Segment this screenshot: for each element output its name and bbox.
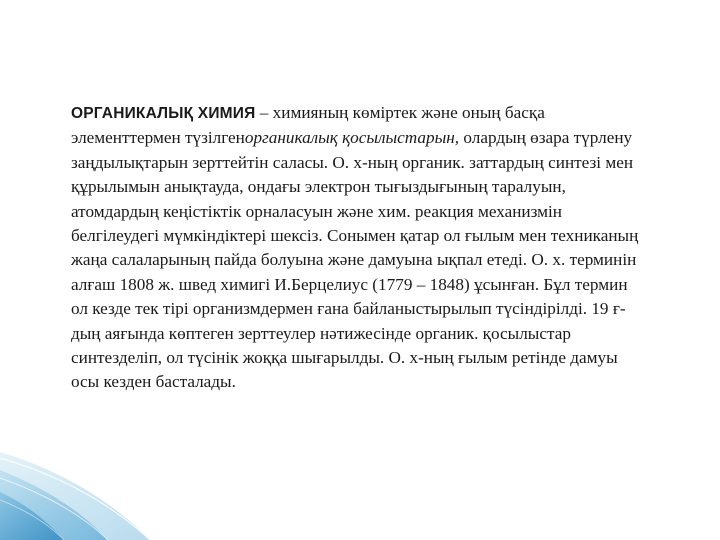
article-paragraph <box>71 101 646 395</box>
article-italic-term: органикалық қосылыстарын, <box>244 128 460 148</box>
article-intro: – химияның көміртек және оның басқа элементтермен түзілген <box>71 103 545 148</box>
article-heading: ОРГАНИКАЛЫҚ ХИМИЯ <box>71 105 256 122</box>
article-body: олардың өзара түрлену заңдылықтарын зерттейтін саласы. О. х-ның органик. заттардың синтезі мен құрылымын анықтауда, ондағы электрон тығыздығының таралуын, атомдардың кеңістіктік орналасуын және хим. реакция механизмін белгілеудегі мүмкіндіктері шексіз. Сонымен қатар ол ғылым мен техниканың жаңа салаларының пайда болуына және дамуына ықпал етеді. О. х. терминін алғаш 1808 ж. швед химигі И.Берцелиус (1779 – 1848) ұсынған. Бұл термин ол кезде тек тірі организмдермен ғана байланыстырылып түсіндірілді. 19 ғ-дың аяғында көптеген зерттеулер нәтижесінде органик. қосылыстар синтезделіп, ол түсінік жоққа шығарылды. О. х-ның ғылым ретінде дамуы осы кезден басталады. <box>71 128 639 392</box>
